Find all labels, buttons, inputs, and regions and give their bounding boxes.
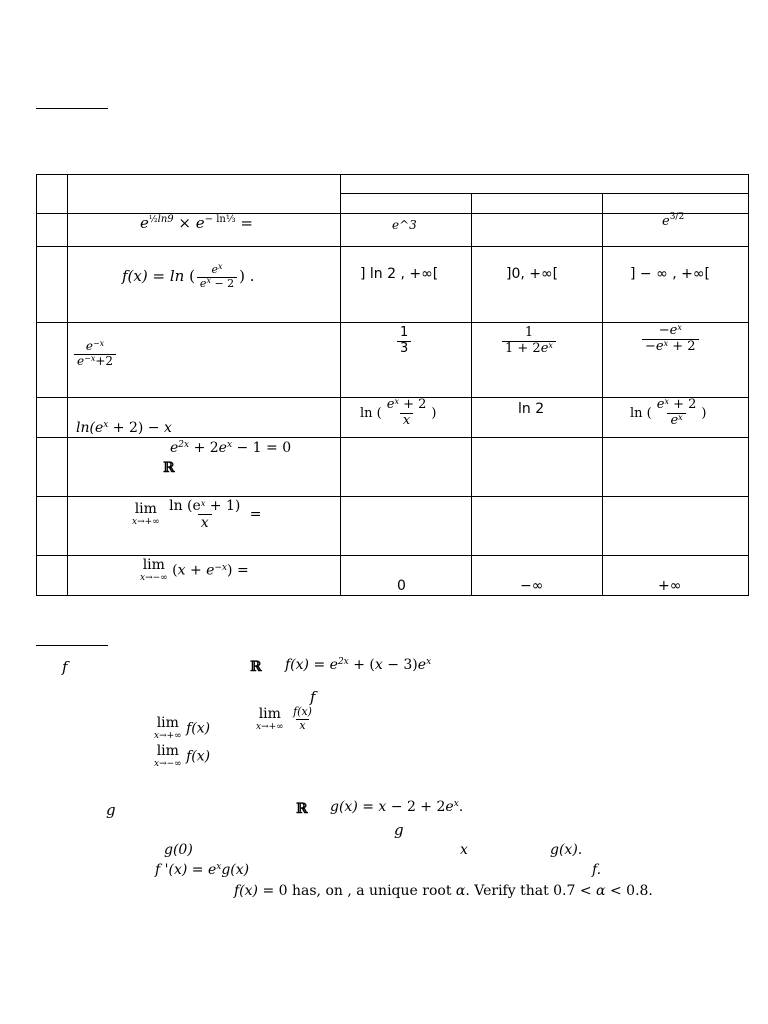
f-symbol-3: f. xyxy=(592,862,602,878)
limit-f-over-x: lim x→+∞ $\frac{f(x)}{x}$ xyxy=(256,705,312,732)
q6-expression: lim x→+∞ $\frac{\ln (e^x + 1)}{x}$ = xyxy=(132,498,262,532)
q2-expression: f(x) = ln ( $\frac{e^x}{e^x - 2}$ ) . xyxy=(122,262,255,290)
q1-option-a: e^3 xyxy=(392,218,417,232)
q3-option-a: $\frac{1}{3}$ xyxy=(395,326,413,357)
q2-option-c: ] − ∞ , +∞[ xyxy=(630,266,710,282)
g-definition: $g(x) = x - 2 + 2e^x$. xyxy=(330,799,464,815)
limit-f-minus-infinity: lim x→−∞ f(x) xyxy=(154,743,211,769)
q7-option-a: 0 xyxy=(397,578,406,594)
root-statement: f(x) = 0 has, on , a unique root α. Verify that 0.7 < α < 0.8. xyxy=(234,883,653,899)
g-zero: g(0) xyxy=(164,842,193,858)
section-1-underline xyxy=(36,108,108,109)
q7-option-c: +∞ xyxy=(658,578,682,594)
q5-expression: $e^{2x} + 2e^x - 1 = 0$ xyxy=(170,440,292,456)
f-symbol-2: f xyxy=(310,688,316,706)
x-symbol: x xyxy=(460,842,468,858)
g-symbol-2: g xyxy=(394,821,404,839)
q4-option-b: ln 2 xyxy=(518,401,545,417)
q3-option-c: $\frac{-e^x}{-e^x + 2}$ xyxy=(640,324,701,355)
reals-symbol-1: ℝ xyxy=(250,659,262,675)
q4-option-a: ln ( $\frac{e^x + 2}{x}$ ) xyxy=(360,397,437,428)
q5-reals-symbol: ℝ xyxy=(163,460,175,476)
q7-expression: lim x→−∞ $(x + e^{-x})$ = xyxy=(140,557,249,583)
q2-option-a: ] ln 2 , +∞[ xyxy=(360,266,439,282)
q3-expression: $\frac{e^{-x}}{e^{-x}+2}$ xyxy=(72,340,118,369)
limit-f-plus-infinity: lim x→+∞ f(x) xyxy=(154,715,211,741)
q7-option-b: −∞ xyxy=(520,578,544,594)
q1-expression: $e^{\frac{1}{2}ln9} \times e^{- ln\frac{1}{3}}$ = xyxy=(140,214,253,232)
g-symbol: g xyxy=(106,801,116,819)
f-symbol: f xyxy=(62,658,68,676)
q4-option-c: ln ( $\frac{e^x + 2}{e^x}$ ) xyxy=(630,397,707,428)
section-2-underline xyxy=(36,645,108,646)
reals-symbol-2: ℝ xyxy=(296,801,308,817)
g-of-x: g(x). xyxy=(550,842,583,858)
q1-option-c: $e^{3/2}$ xyxy=(662,212,685,229)
f-definition: $f(x) = e^{2x} + (x - 3)e^x$ xyxy=(285,657,432,673)
q4-expression: $\ln(e^x + 2) - x$ xyxy=(76,420,172,436)
q2-option-b: ]0, +∞[ xyxy=(506,266,559,282)
q3-option-b: $\frac{1}{1 + 2e^x}$ xyxy=(500,326,558,357)
f-prime-relation: f '$(x) = e^xg(x)$ xyxy=(155,862,250,878)
